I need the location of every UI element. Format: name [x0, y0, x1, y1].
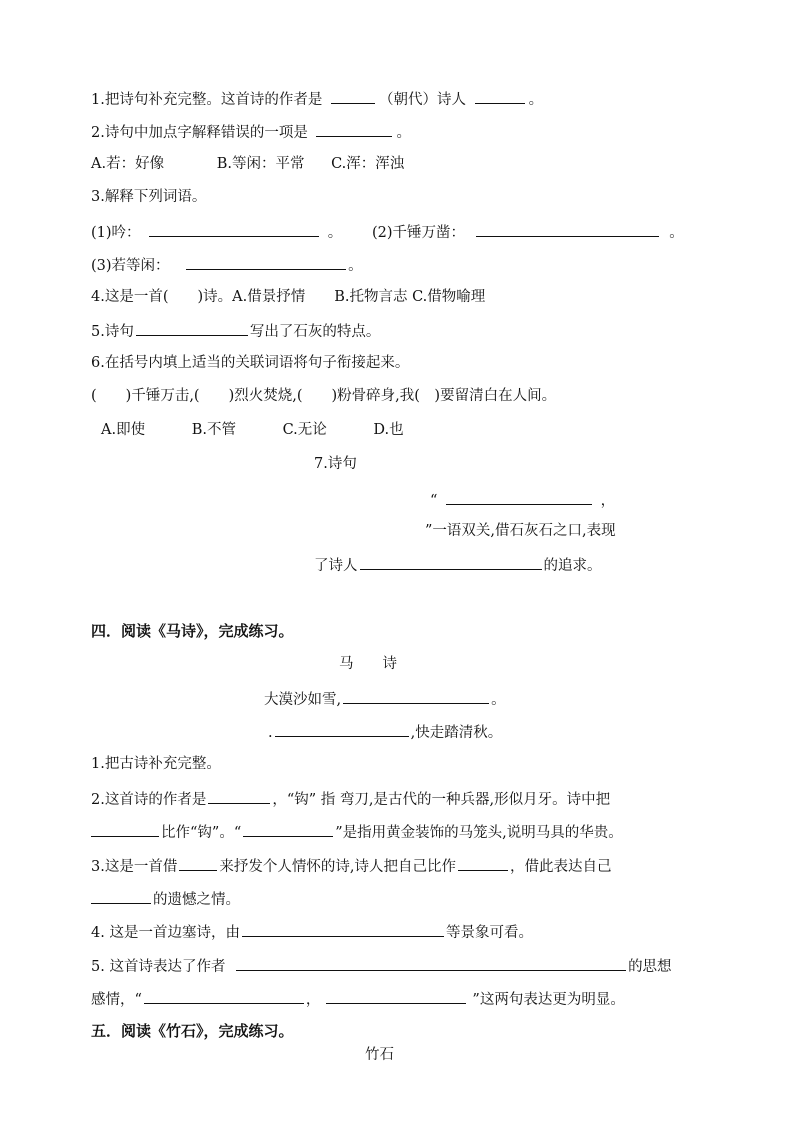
blank-q3-2[interactable]	[476, 221, 659, 237]
s3-q3-2: (2)千锤万凿： 。	[372, 221, 684, 243]
s4-q4: 4. 这是一首边塞诗，由 等景象可看。	[91, 921, 533, 943]
blank-poet[interactable]	[475, 88, 525, 104]
s4-q3-line1: 3.这是一首借 来抒发个人情怀的诗,诗人把自己比作 ，借此表达自己	[91, 855, 611, 877]
s3-q6-sentence: ( )千锤万击,( )烈火焚烧,( )粉骨碎身,我( )要留清白在人间。	[91, 388, 557, 404]
s3-q6: 6.在括号内填上适当的关联词语将句子衔接起来。	[91, 355, 410, 371]
s3-q7-line2: “ ，	[430, 489, 615, 511]
blank-regret[interactable]	[91, 888, 151, 904]
s4-q5-line1: 5. 这首诗表达了作者 的思想	[91, 955, 672, 977]
section4-poem-line1: 大漠沙如雪, 。	[264, 688, 506, 710]
blank-poem-line2[interactable]	[275, 721, 409, 737]
s3-q7-line4: 了诗人 的追求。	[314, 554, 602, 576]
s4-q5-line2: 感情，“ ， ”这两句表达更为明显。	[91, 988, 625, 1010]
s3-q3-1: (1)吟： 。	[91, 221, 342, 243]
section4-heading: 四．阅读《马诗》，完成练习。	[91, 622, 294, 640]
s3-q3: 3.解释下列词语。	[91, 189, 207, 205]
blank-line-b[interactable]	[326, 988, 466, 1004]
s3-q2-options: A.若：好像 B.等闲：平常 C.浑：浑浊	[91, 156, 405, 172]
blank-q7-pursuit[interactable]	[360, 554, 542, 570]
blank-author[interactable]	[208, 788, 270, 804]
s4-q3-line2: 的遗憾之情。	[91, 888, 240, 910]
blank-thought[interactable]	[236, 955, 626, 971]
blank-borrow[interactable]	[179, 855, 217, 871]
s3-q7-line3: ”一语双关,借石灰石之口,表现	[425, 523, 616, 539]
blank-golden-bridle[interactable]	[243, 821, 333, 837]
section5-poem-title: 竹石	[365, 1047, 394, 1063]
section4-poem-line2: . ,快走踏清秋。	[268, 721, 502, 743]
blank-q7-line[interactable]	[446, 489, 592, 505]
section5-heading: 五．阅读《竹石》，完成练习。	[91, 1022, 294, 1040]
blank-line-a[interactable]	[144, 988, 304, 1004]
s3-q4: 4.这是一首( )诗。A.借景抒情 B.托物言志 C.借物喻理	[91, 289, 486, 305]
blank-scenery[interactable]	[242, 921, 444, 937]
s4-q2-line1: 2.这首诗的作者是 ，“钩” 指 弯刀,是古代的一种兵器,形似月牙。诗中把	[91, 788, 610, 810]
s3-q2: 2.诗句中加点字解释错误的一项是 。	[91, 121, 411, 143]
s4-q2-line2: 比作“钩”。“ ”是指用黄金装饰的马笼头,说明马具的华贵。	[91, 821, 623, 843]
blank-q3-1[interactable]	[149, 221, 319, 237]
s3-q5: 5.诗句 写出了石灰的特点。	[91, 320, 380, 342]
blank-q5[interactable]	[136, 320, 248, 336]
blank-self[interactable]	[458, 855, 508, 871]
s3-q3-3: (3)若等闲： 。	[91, 254, 363, 276]
s3-q7-line1: 7.诗句	[314, 456, 357, 472]
blank-compared[interactable]	[91, 821, 159, 837]
s4-q1: 1.把古诗补充完整。	[91, 756, 221, 772]
blank-poem-line1[interactable]	[343, 688, 489, 704]
s3-q6-options: A.即使 B.不管 C.无论 D.也	[101, 422, 404, 438]
blank-q3-3[interactable]	[186, 254, 346, 270]
s3-q1: 1.把诗句补充完整。这首诗的作者是 （朝代）诗人 。	[91, 88, 543, 110]
blank-dynasty[interactable]	[331, 88, 375, 104]
blank-q2[interactable]	[316, 121, 392, 137]
section4-poem-title: 马 诗	[339, 656, 397, 672]
